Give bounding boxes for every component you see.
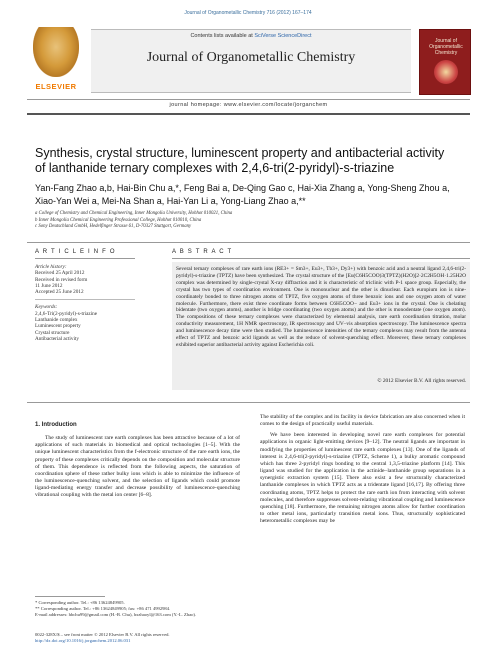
- body-column-left: [35, 422, 240, 500]
- introduction-heading: 1. Introduction: [35, 422, 77, 428]
- affiliations: [35, 211, 475, 231]
- cover-title: Journal of Organometallic Chemistry: [429, 38, 463, 56]
- info-separator: [35, 299, 135, 300]
- journal-title-box: [91, 29, 411, 93]
- doi-link[interactable]: http://dx.doi.org/10.1016/j.jorganchem.2012.06.031: [35, 638, 131, 643]
- author-list: Yan-Fang Zhao a,b, Hai-Bin Chu a,*, Feng Bai a, De-Qing Gao c, Hai-Xia Zhang a, Yong-Sheng Zhou a, Xiao-Yan Wei a, Mei-Na Shan a, Hai-Yan Li a, Yong-Liang Zhao a,**: [35, 183, 450, 206]
- elsevier-logo: [27, 25, 85, 95]
- header-divider: [27, 99, 470, 100]
- body-divider: [27, 402, 470, 403]
- keyword-item: Luminescent property: [35, 323, 81, 330]
- article-info-heading: A R T I C L E I N F O: [35, 249, 116, 255]
- history-item: Received in revised form: [35, 276, 88, 283]
- history-item: Accepted 25 June 2012: [35, 289, 84, 296]
- elsevier-logo-text: ELSEVIER: [35, 82, 77, 91]
- elsevier-tree-icon: [33, 27, 79, 77]
- article-title: Synthesis, crystal structure, luminescent property and antibacterial activity of lanthanide ternary complexes with 2,4,6-tri(2-pyridyl)-s-triazine: [35, 146, 445, 175]
- footnote-item: E-mail addresses: hbchu99@gmail.com (H.-B. Chu), hxzhaoyl@163.com (Y.-L. Zhao).: [35, 612, 197, 617]
- abstract-heading: A B S T R A C T: [172, 249, 233, 255]
- header-thick-divider: [27, 113, 470, 115]
- body-paragraph: We have been interested in developing novel rare earth complexes for potential applications in organic light-emitting devices [9–12]. The neutral ligands are important in modifying the properties of luminescent rare earth complexes [13]. One of the ligands of interest is 2,4,6-tri(2-pyridyl)-s-triazine (TPTZ, Scheme 1), a bulky aromatic compound which has three 2-pyridyl rings bonding to the central 1,3,5-triazine platform [14]. This ligand was studied for the application in the actinide–lanthanide group separations in a synergistic extraction system [15]. There also exist a few structurally characterized lanthanide complexes in which TPTZ acts as a tridentate ligand [16,17]. By offering three coordinating atoms, TPTZ helps to protect the rare earth ion from interacting with solvent molecules, and therefore suppresses solvent-relating vibrational coupling and luminescence quenching [18]. Furthermore, the remaining nitrogen atoms allow for further coordination to other metal ions, particularly transition metal ions. Thus, structurally sophisticated heterometallic complexes may be: [260, 432, 465, 525]
- abstract-copyright: © 2012 Elsevier B.V. All rights reserved.: [377, 378, 466, 385]
- info-divider: [27, 242, 470, 243]
- article-info: [35, 264, 135, 342]
- affiliation-item: a College of Chemistry and Chemical Engineering, Inner Mongolia University, Hohhot 010021, China: [35, 211, 233, 216]
- journal-reference: Journal of Organometallic Chemistry 716 (2012) 167–174: [184, 10, 312, 16]
- footnote-item: * Corresponding author. Tel.: +86 13624849905.: [35, 600, 125, 605]
- affiliation-item: b Inner Mongolia Chemical Engineering Professional College, Hohhot 010010, China: [35, 217, 202, 223]
- sciencedirect-link[interactable]: SciVerse ScienceDirect: [254, 33, 312, 39]
- issn-line: 0022-328X/$ – see front matter © 2012 Elsevier B.V. All rights reserved.: [35, 632, 170, 637]
- journal-title: Journal of Organometallic Chemistry: [146, 50, 356, 65]
- publication-meta: [35, 632, 335, 644]
- keyword-item: 2,4,6-Tri(2-pyridyl)-s-triazine: [35, 310, 98, 317]
- contents-line: Contents lists available at SciVerse ScienceDirect: [190, 33, 312, 39]
- footnote-rule: [35, 596, 105, 597]
- journal-cover-thumbnail: [419, 29, 471, 95]
- keyword-item: Lanthanide complex: [35, 317, 78, 324]
- body-paragraph: The stability of the complex and its facility in device fabrication are also concerned when it comes to the design of practically useful materials.: [260, 414, 465, 428]
- info-heading-rule: [35, 258, 135, 259]
- keywords-label: Keywords:: [35, 304, 58, 311]
- history-item: Received 25 April 2012: [35, 270, 85, 277]
- abstract-text: Several ternary complexes of rare earth ions (RE3+ = Sm3+, Eu3+, Tb3+, Dy3+) with benzoic acid and a neutral ligand 2,4,6-tri(2-pyridyl)-s-triazine (TPTZ) have been synthesized. The crystal structure of the [Eu(C6H5COO)3(TPTZ)(H2O)]2·2C2H5OH·1.25H2O complex was determined by single-crystal X-ray diffraction and it is characteristic of triclinic with P-1 space group. Especially, the crystal has two types of coordination environment. One is mononuclear and the other is dinuclear. Each europium ion is nine-coordinately bonded to three nitrogen atoms of TPTZ, five oxygen atoms of three benzoic ions and one oxygen atom of water molecule. Furthermore, there exist three coordinate forms between C6H5COO− and Eu3+ ions in the crystal. One is chelating bidentate (two oxygen atoms), another is bridge coordinating (two oxygen atoms) and the other is monodentate (one oxygen atom). The compositions of these ternary complexes were characterized by elemental analysis, rare earth coordination titration, molar conductivity measurement, 1H NMR spectroscopy, IR spectroscopy and UV–vis absorption spectroscopy. The luminescence spectra and luminescence decay time were then studied. The luminescence intensities of the ternary complexes may result from the antenna effect of TPTZ and benzoic acid ligands as well as the reduce of solvent-quenching effect. Moreover, these ternary complexes exhibited superior antibacterial activity against Escherichia coli.: [176, 266, 466, 348]
- journal-banner: [27, 25, 470, 97]
- keyword-item: Antibacterial activity: [35, 335, 79, 342]
- keyword-item: Crystal structure: [35, 329, 70, 336]
- abstract-heading-rule: [172, 258, 470, 259]
- affiliation-item: c Sony Deutschland GmbH, Hedelfinger Strasse 61, D-70327 Stuttgart, Germany: [35, 224, 192, 229]
- abstract-box: [172, 262, 470, 390]
- history-item: 11 June 2012: [35, 282, 63, 289]
- cover-art-icon: [434, 60, 458, 84]
- body-column-right: [260, 414, 465, 525]
- journal-homepage[interactable]: journal homepage: www.elsevier.com/locate/jorganchem: [169, 102, 328, 108]
- body-paragraph: The study of luminescent rare earth complexes has been attractive because of a lot of applications of such materials in biomedical and optical technologies [1–5]. With the unique luminescent characteristics from the f-electronic structure of the rare earth ions, the property of these complexes critically depends on the composition and molecular structure of them. This dependence is reflected from the following aspects, the saturation of coordination sphere of these rather bulky ions which is able to minimize the influence of the luminescence-quenching solvent, and the selection of ligands which could promote ligand-mediating energy transfer and decrease possibility of luminescence-quenching vibrational coupling with the metal ion center [6–8].: [35, 435, 240, 499]
- history-label: Article history:: [35, 264, 67, 270]
- footnote-item: ** Corresponding author. Tel.: +86 13624849905; fax: +86 471 4992984.: [35, 606, 171, 611]
- footnotes: [35, 596, 240, 618]
